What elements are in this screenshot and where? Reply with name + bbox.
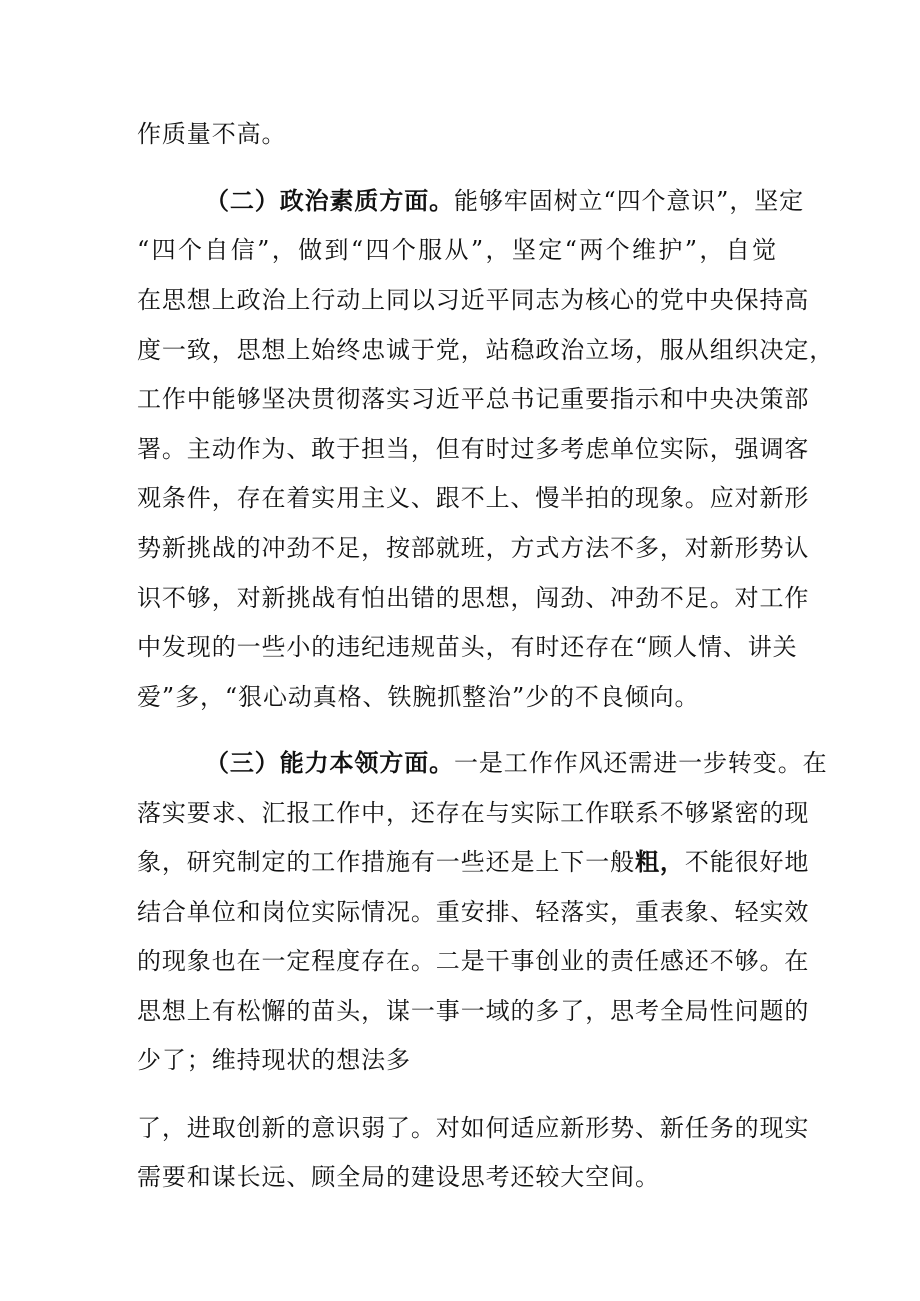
paragraph-2-line-11: 爱”多，“狠心动真格、铁腕抓整治”少的不良倾向。	[137, 683, 700, 711]
section-heading-capability: （三）能力本领方面。	[205, 748, 454, 777]
paragraph-2-line-9: 识不够，对新挑战有怕出错的思想，闯劲、冲劲不足。对工作	[137, 584, 810, 612]
paragraph-2-line-10: 中发现的一些小的违纪违规苗头，有时还存在“顾人情、讲关	[137, 633, 798, 661]
paragraph-3-line-3-text-a: 象，研究制定的工作措施有一些还是上下一般	[137, 848, 635, 876]
paragraph-3-line-3	[137, 844, 810, 880]
paragraph-3-line-3-text-b: 不能很好地	[684, 848, 810, 876]
paragraph-2-line-6: 署。主动作为、敢于担当，但有时过多考虑单位实际，强调客	[137, 435, 810, 463]
paragraph-1-line-1: 作质量不高。	[137, 120, 287, 148]
paragraph-2-line-3: 在思想上政治上行动上同以习近平同志为核心的党中央保持高	[137, 286, 810, 314]
paragraph-3-line-5: 的现象也在一定程度存在。二是干事创业的责任感还不够。在	[137, 947, 810, 975]
paragraph-2-line-4: 度一致，思想上始终忠诚于党，站稳政治立场，服从组织决定，	[137, 336, 835, 364]
paragraph-2-line-1-text: 能够牢固树立“四个意识”，坚定	[454, 187, 805, 215]
paragraph-2-line-8: 势新挑战的冲劲不足，按部就班，方式方法不多，对新形势认	[137, 534, 810, 562]
paragraph-2-line-1	[205, 183, 805, 219]
paragraph-3-line-3-bold: 粗，	[635, 847, 685, 876]
paragraph-3-line-1-text: 一是工作作风还需进一步转变。在	[454, 749, 828, 777]
paragraph-3-line-4: 结合单位和岗位实际情况。重安排、轻落实，重表象、轻实效	[137, 898, 810, 926]
paragraph-3-line-1	[205, 745, 828, 781]
paragraph-3-line-6: 思想上有松懈的苗头，谋一事一域的多了，思考全局性问题的	[137, 997, 810, 1025]
paragraph-3-line-7: 少了；维持现状的想法多	[137, 1046, 411, 1074]
paragraph-4-line-2: 需要和谋长远、顾全局的建设思考还较大空间。	[137, 1163, 660, 1191]
paragraph-2-line-2: “四个自信”，做到“四个服从”，坚定“两个维护”，自觉	[137, 236, 777, 264]
paragraph-2-line-5: 工作中能够坚决贯彻落实习近平总书记重要指示和中央决策部	[137, 385, 810, 413]
paragraph-3-line-2: 落实要求、汇报工作中，还存在与实际工作联系不够紧密的现	[137, 799, 810, 827]
paragraph-2-line-7: 观条件，存在着实用主义、跟不上、慢半拍的现象。应对新形	[137, 484, 810, 512]
paragraph-4-line-1: 了，进取创新的意识弱了。对如何适应新形势、新任务的现实	[137, 1114, 810, 1142]
section-heading-political-quality: （二）政治素质方面。	[205, 186, 454, 215]
